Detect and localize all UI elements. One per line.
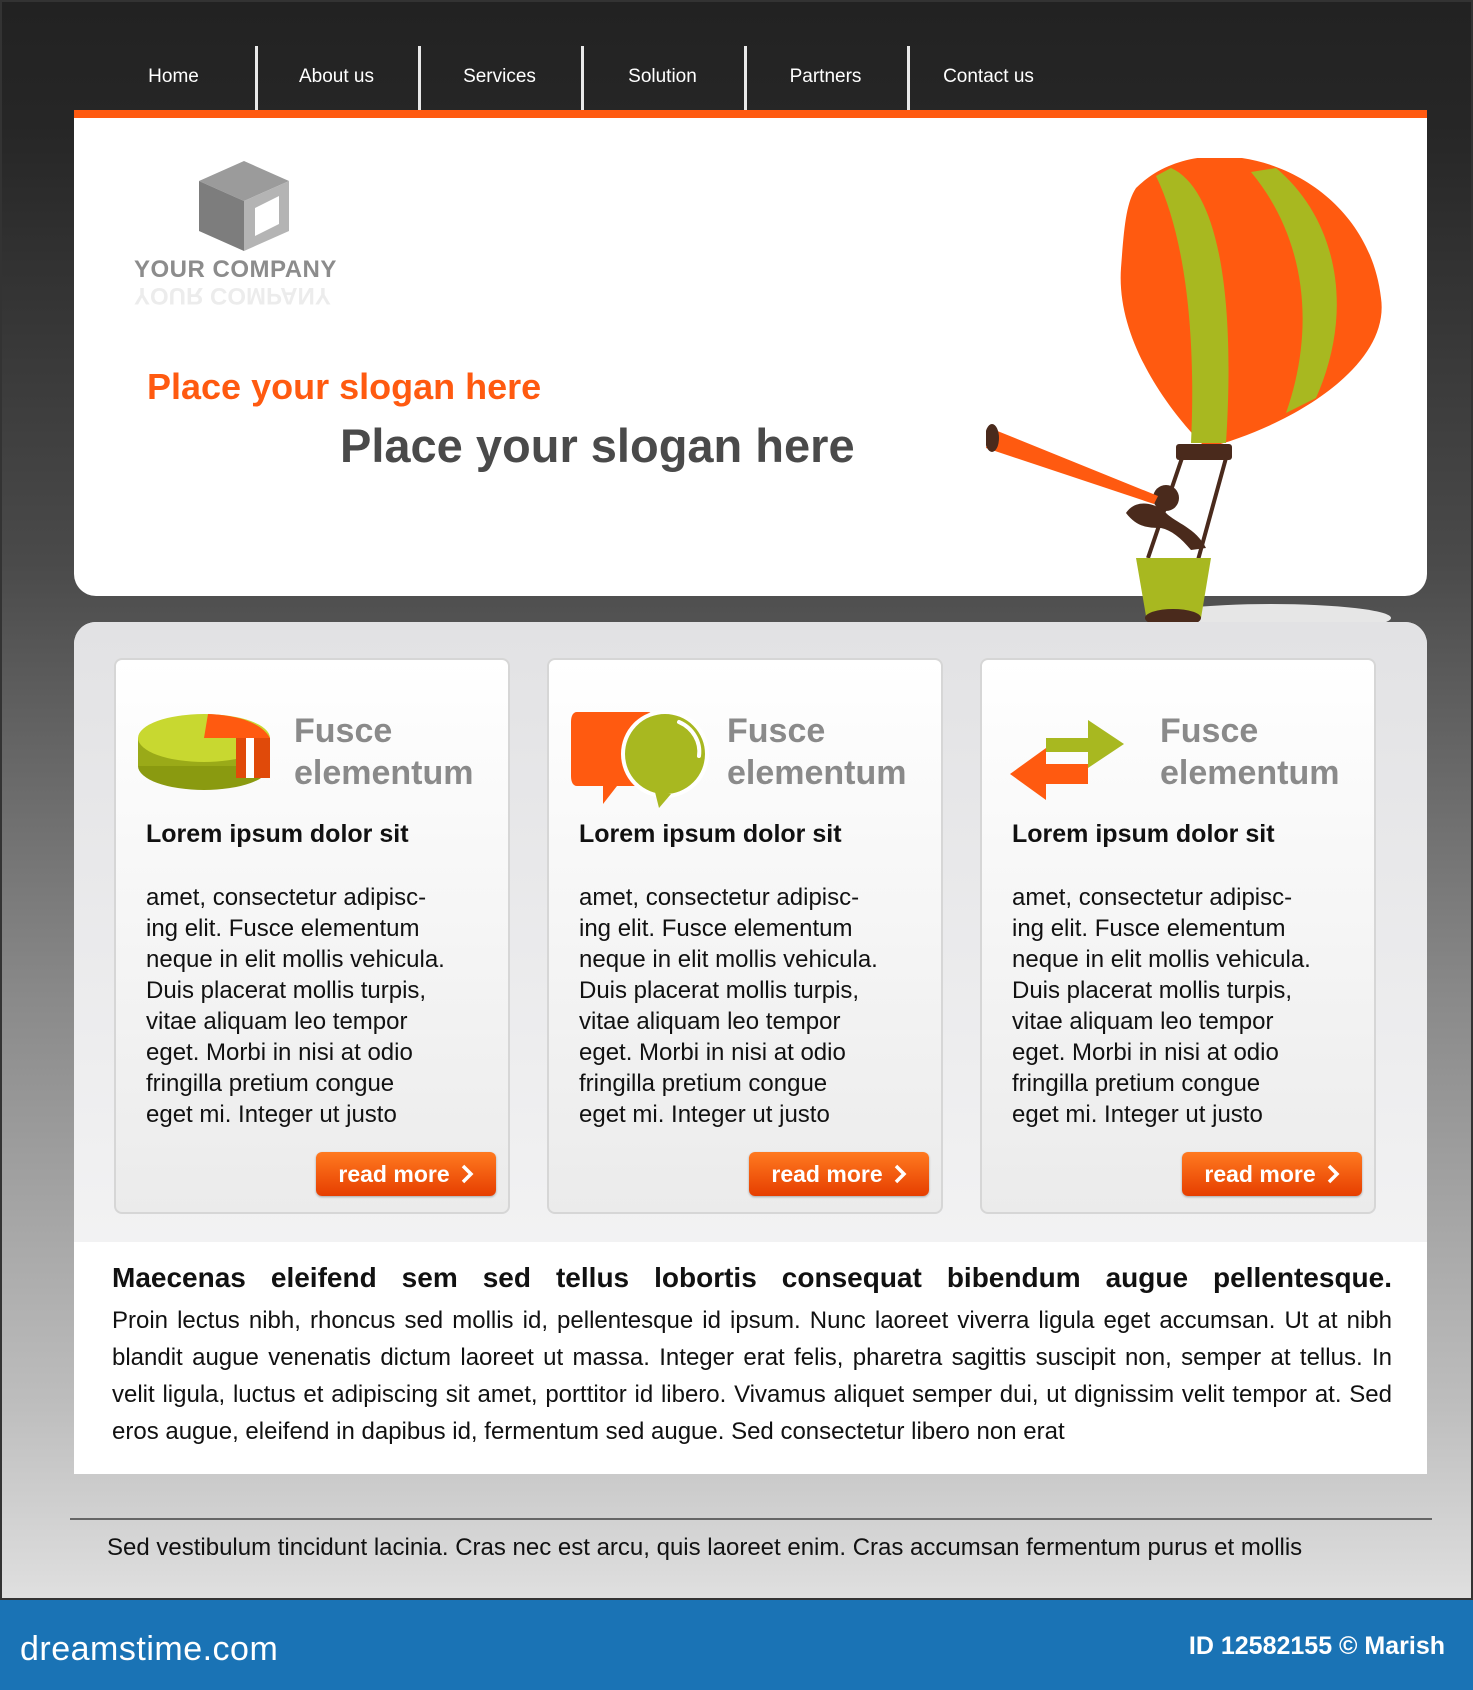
card-line: fringilla pretium congue — [1012, 1070, 1261, 1097]
card-line: neque in elit mollis vehicula. — [1012, 946, 1311, 973]
feature-card — [980, 658, 1376, 1214]
card-line: amet, consectetur adipisc- — [579, 884, 860, 911]
read-more-label: read more — [771, 1160, 883, 1187]
footer-divider — [70, 1518, 1432, 1520]
card-body — [146, 882, 486, 1130]
read-more-button[interactable] — [316, 1152, 496, 1196]
card-title-line: elementum — [727, 754, 907, 792]
card-line: eget. Morbi in nisi at odio — [579, 1039, 846, 1066]
card-line: Duis placerat mollis turpis, — [579, 977, 860, 1004]
body-heading: Maecenas eleifend sem sed tellus lobortis consequat bibendum augue pellentesque. — [112, 1262, 1392, 1293]
card-line: Duis placerat mollis turpis, — [1012, 977, 1293, 1004]
pie-chart-icon — [136, 708, 276, 798]
read-more-button[interactable] — [749, 1152, 929, 1196]
card-line: neque in elit mollis vehicula. — [146, 946, 445, 973]
chevron-right-icon — [1326, 1164, 1340, 1184]
company-name-reflection: YOUR COMPANY — [134, 282, 331, 309]
card-line: neque in elit mollis vehicula. — [579, 946, 878, 973]
cards-section — [74, 622, 1427, 1242]
header-panel — [74, 118, 1427, 596]
card-subtitle: Lorem ipsum dolor sit — [1012, 820, 1275, 848]
slogan-primary: Place your slogan here — [147, 366, 542, 407]
speech-bubbles-icon — [569, 708, 709, 808]
read-more-button[interactable] — [1182, 1152, 1362, 1196]
card-title — [1160, 710, 1360, 794]
slogan-secondary: Place your slogan here — [340, 419, 855, 472]
read-more-label: read more — [1204, 1160, 1316, 1187]
nav-about-us[interactable]: About us — [255, 42, 418, 112]
chevron-right-icon — [893, 1164, 907, 1184]
card-title-line: Fusce — [294, 712, 393, 750]
card-line: eget. Morbi in nisi at odio — [146, 1039, 413, 1066]
card-title-line: Fusce — [1160, 712, 1259, 750]
nav-services[interactable]: Services — [418, 42, 581, 112]
card-line: vitae aliquam leo tempor — [1012, 1008, 1274, 1035]
card-line: eget mi. Integer ut justo — [579, 1101, 830, 1128]
hot-air-balloon-illustration — [986, 158, 1426, 628]
card-title-line: Fusce — [727, 712, 826, 750]
card-subtitle: Lorem ipsum dolor sit — [146, 820, 409, 848]
main-nav — [92, 42, 1070, 112]
card-line: ing elit. Fusce elementum — [1012, 915, 1286, 942]
chevron-right-icon — [460, 1164, 474, 1184]
card-title — [294, 710, 494, 794]
company-name: YOUR COMPANY — [134, 256, 337, 283]
exchange-arrows-icon — [1002, 708, 1132, 808]
content-panel — [74, 622, 1427, 1474]
card-line: fringilla pretium congue — [146, 1070, 395, 1097]
company-logo[interactable] — [189, 156, 299, 261]
card-subtitle: Lorem ipsum dolor sit — [579, 820, 842, 848]
card-body — [579, 882, 919, 1130]
card-line: amet, consectetur adipisc- — [146, 884, 427, 911]
body-paragraph: Proin lectus nibh, rhoncus sed mollis id, pellentesque id ipsum. Nunc laoreet viverra ligula eget accumsan. Ut at nibh blandit augue venenatis dictum laoreet ut massa. Integer erat felis, pharetra sagittis suscipit non, semper at tellus. In velit ligula, luctus et adipiscing sit amet, porttitor id libero. Vivamus aliquet semper dui, ut dignissim velit tempor at. Sed eros augue, eleifend in dapibus id, fermentum sed augue. Sed consectetur libero non erat — [112, 1307, 1392, 1445]
card-line: eget mi. Integer ut justo — [1012, 1101, 1263, 1128]
card-line: eget mi. Integer ut justo — [146, 1101, 397, 1128]
cube-logo-icon — [189, 156, 299, 256]
card-line: ing elit. Fusce elementum — [146, 915, 420, 942]
read-more-label: read more — [338, 1160, 450, 1187]
card-line: vitae aliquam leo tempor — [579, 1008, 841, 1035]
nav-accent-bar — [74, 110, 1427, 118]
card-line: fringilla pretium congue — [579, 1070, 828, 1097]
credit-site-name: dreamstime.com — [20, 1630, 279, 1668]
nav-contact-us[interactable]: Contact us — [907, 42, 1070, 112]
nav-home[interactable]: Home — [148, 66, 199, 87]
card-line: amet, consectetur adipisc- — [1012, 884, 1293, 911]
nav-solution[interactable]: Solution — [581, 42, 744, 112]
feature-card — [114, 658, 510, 1214]
card-title-line: elementum — [294, 754, 474, 792]
footer-text: Sed vestibulum tincidunt lacinia. Cras nec est arcu, quis laoreet enim. Cras accumsan fermentum purus et mollis — [107, 1534, 1303, 1561]
card-line: vitae aliquam leo tempor — [146, 1008, 408, 1035]
card-line: eget. Morbi in nisi at odio — [1012, 1039, 1279, 1066]
credit-image-id: ID 12582155 © Marish — [1188, 1632, 1445, 1660]
card-body — [1012, 882, 1352, 1130]
card-title — [727, 710, 927, 794]
card-line: Duis placerat mollis turpis, — [146, 977, 427, 1004]
nav-partners[interactable]: Partners — [744, 42, 907, 112]
card-line: ing elit. Fusce elementum — [579, 915, 853, 942]
feature-card — [547, 658, 943, 1214]
credit-bar — [0, 1600, 1473, 1690]
card-title-line: elementum — [1160, 754, 1340, 792]
